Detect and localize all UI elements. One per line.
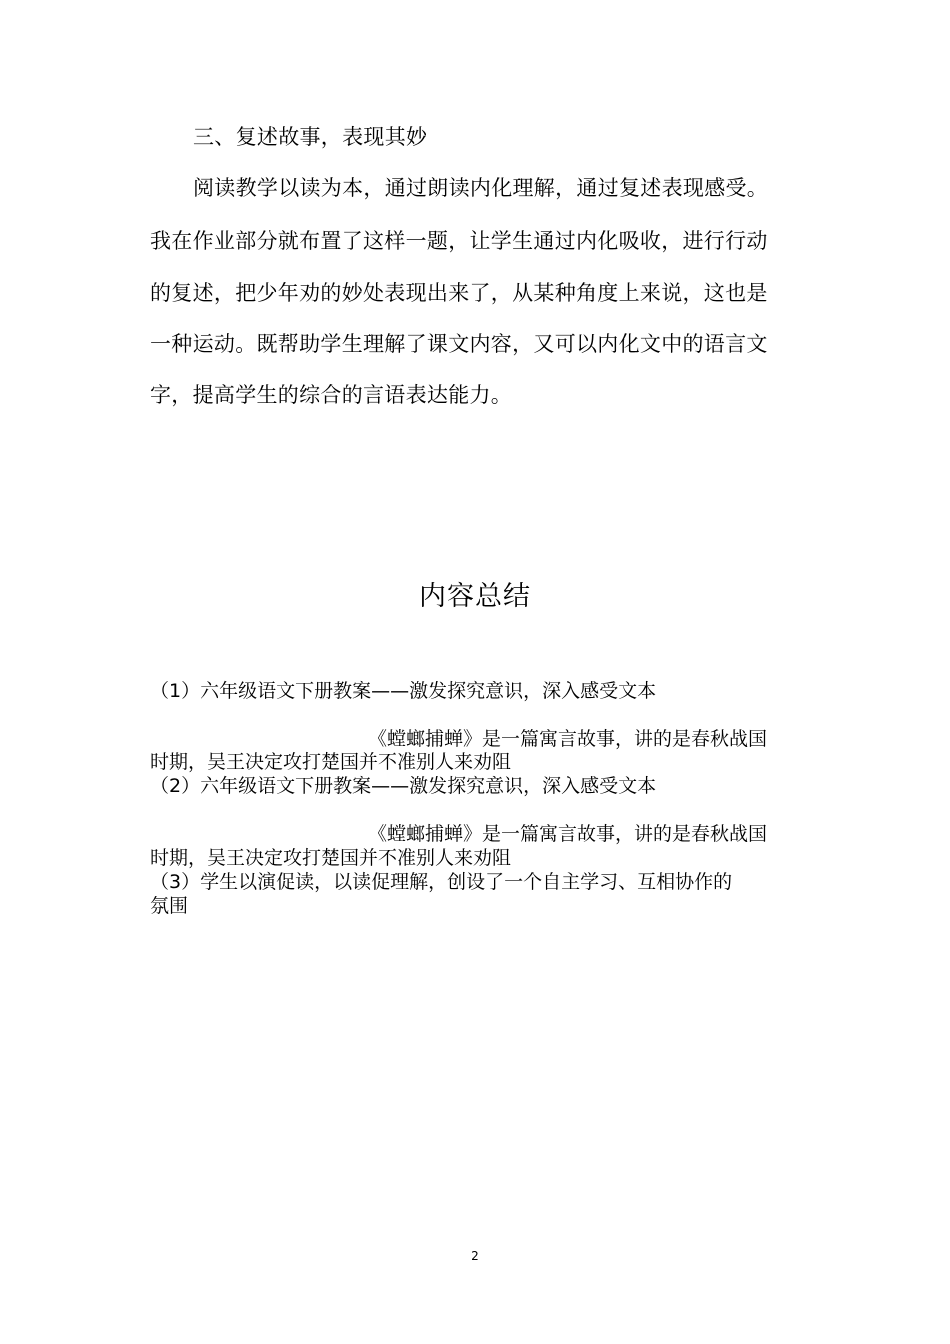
- paragraph-line: 我在作业部分就布置了这样一题，让学生通过内化吸收，进行行动: [150, 229, 768, 253]
- paragraph-line: 一种运动。既帮助学生理解了课文内容，又可以内化文中的语言文: [150, 332, 768, 356]
- summary-item-2-line2: 《螳螂捕蝉》是一篇寓言故事，讲的是春秋战国: [368, 823, 768, 845]
- summary-title: 内容总结: [419, 581, 531, 612]
- summary-item-1-line1: （1）六年级语文下册教案——激发探究意识，深入感受文本: [150, 680, 657, 702]
- summary-item-3-line1: （3）学生以演促读，以读促理解，创设了一个自主学习、互相协作的: [150, 871, 733, 893]
- paragraph-line: 阅读教学以读为本，通过朗读内化理解，通过复述表现感受。: [193, 176, 769, 200]
- summary-item-1-line3: 时期，吴王决定攻打楚国并不准别人来劝阻: [150, 751, 512, 773]
- paragraph-line: 的复述，把少年劝的妙处表现出来了，从某种角度上来说，这也是: [150, 281, 768, 305]
- summary-item-2-line3: 时期，吴王决定攻打楚国并不准别人来劝阻: [150, 847, 512, 869]
- summary-item-3-line2: 氛围: [150, 895, 189, 917]
- paragraph-line: 字，提高学生的综合的言语表达能力。: [150, 383, 513, 407]
- page-number: 2: [471, 1249, 479, 1263]
- summary-item-2-line1: （2）六年级语文下册教案——激发探究意识，深入感受文本: [150, 775, 657, 797]
- summary-item-1-line2: 《螳螂捕蝉》是一篇寓言故事，讲的是春秋战国: [368, 728, 768, 750]
- section-heading: 三、复述故事，表现其妙: [193, 125, 428, 149]
